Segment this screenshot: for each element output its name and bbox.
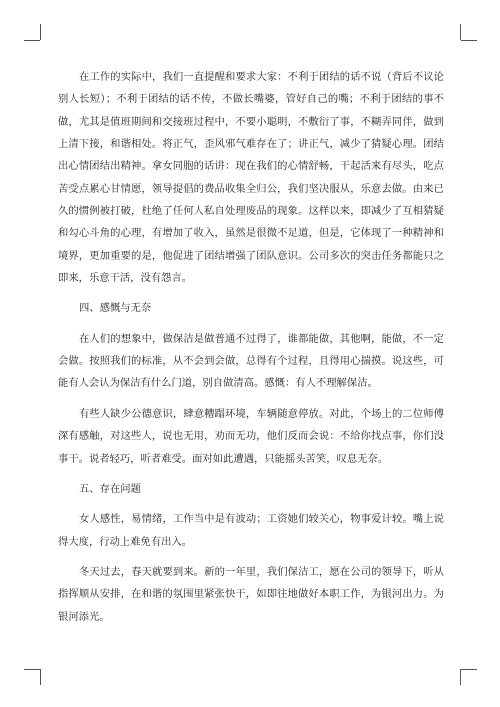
crop-mark-bottom-right [461,669,477,670]
document-body [58,66,444,636]
paragraph: 在工作的实际中，我们一直提醒和要求大家：不利于团结的话不说（背后不议论别人长短）；不利于团结的话不传，不做长嘴婆，管好自己的嘴；不利于团结的事不做，尤其是值班期间和交接班过程中，不要小聪明，不敷衍了事，不糊弄同伴，做到上清下接，和谐相处。将正气，歪风邪气难存在了；讲正气，减少了猜疑心理。团结出心情团结出精神。拿女同胞的话讲：现在我们的心情舒畅，干起活来有尽头，吃点苦受点累心甘情愿，领导提倡的费品收集全归公，我们坚决服从，乐意去做。由来已久的惯例被打破，杜绝了任何人私自处理废品的现象。这样以来，即减少了互相猜疑和勾心斗角的心理，有增加了收入，虽然是很微不足道，但是，它体现了一种精神和境界，更加重要的是，他促进了团结增强了团队意识。公司多次的突击任务都能只之即来，乐意干活，没有怨言。 [58,71,444,285]
crop-mark-bottom-left [40,669,41,685]
paragraph: 冬天过去，春天就要到来。新的一年里，我们保洁工，愿在公司的领导下，听从指挥顺从安排，在和谐的氛围里紧张快干，如即往地做好本职工作，为银河出力。为银河添光。 [58,565,444,623]
section-heading: 五、存在问题 [79,482,141,495]
crop-mark-top-left [40,24,41,40]
crop-mark-top-right [460,24,461,40]
paragraph: 在人们的想象中，做保洁是做普通不过得了，谁都能做，其他啊，能做，不一定会做。按照我们的标准，从不会到会做，总得有个过程，且得用心揣摸。说这些，可能有人会认为保洁有什么门道，别自做清高。感慨：有人不理解保洁。 [58,332,444,390]
crop-mark-bottom-left [24,669,40,670]
paragraph: 有些人缺少公德意识，肆意糟蹋环境，车辆随意停放。对此，个场上的二位师傅深有感触，对这些人，说也无用，劝而无功，他们反而会说：不给你找点事，你们没事干。说者轻巧，听者难受。面对如此遭遇，只能摇头苦笑，叹息无奈。 [58,407,444,465]
crop-mark-top-left [24,40,40,41]
crop-mark-bottom-right [460,669,461,685]
paragraph: 女人感性，易情绪，工作当中是有波动；工资她们较关心，物事爱计较。嘴上说得大度，行动上难免有出入。 [58,513,444,548]
crop-mark-top-right [461,40,477,41]
section-heading: 四、感慨与无奈 [79,302,152,315]
